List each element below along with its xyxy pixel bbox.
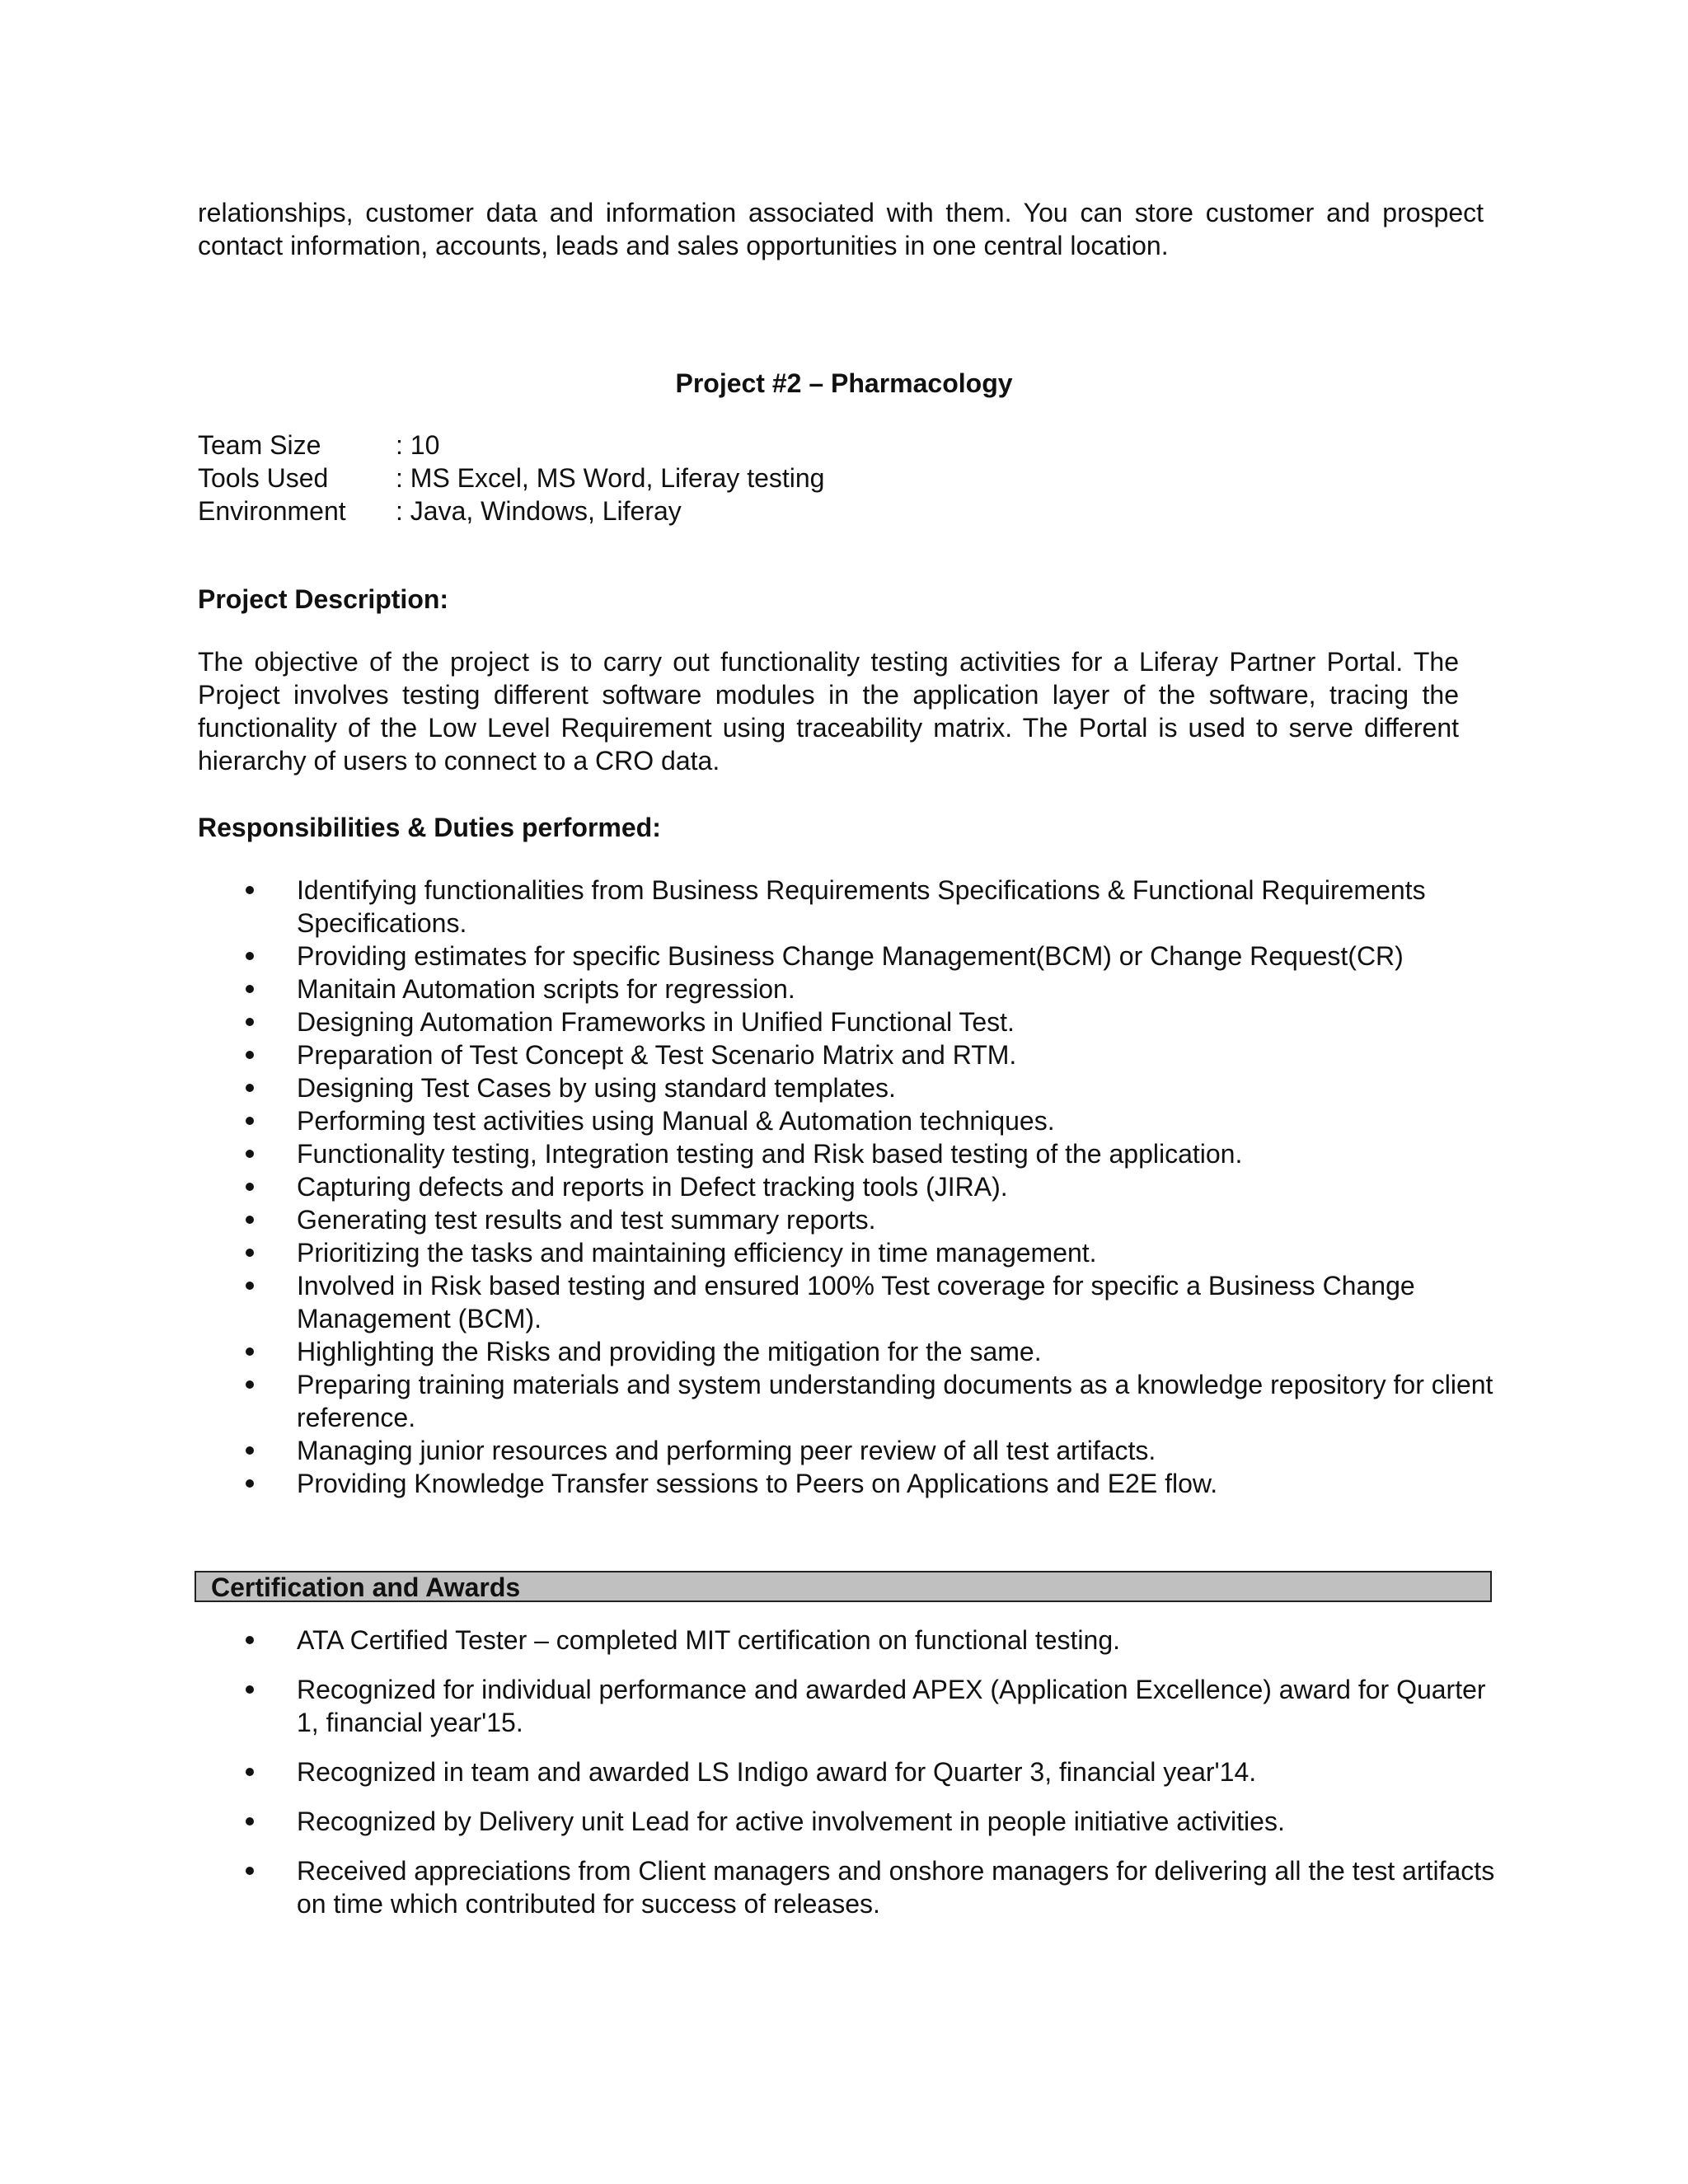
description-paragraph: The objective of the project is to carry out functionality testing activities for a Liferay Partner Portal. The Project involves testing different software modules in the application layer of the software, tracing the functionality of the Low Level Requirement using traceability matrix. The Portal is used to serve different hierarchy of users to connect to a CRO data. — [198, 647, 1459, 776]
responsibilities-list — [198, 874, 1496, 1500]
list-item — [198, 972, 1496, 1005]
bullet-icon — [246, 1479, 254, 1488]
list-item — [198, 940, 1496, 972]
list-item — [198, 874, 1496, 940]
list-item — [198, 1673, 1496, 1739]
list-item-text: Providing estimates for specific Business Change Management(BCM) or Change Request(CR) — [297, 941, 1404, 971]
certification-heading-bar — [195, 1571, 1492, 1602]
intro-paragraph: relationships, customer data and information associated with them. You can store customer and prospect contact information, accounts, leads and sales opportunities in one central location. — [198, 198, 1484, 260]
list-item — [198, 1038, 1496, 1071]
bullet-icon — [246, 1867, 254, 1875]
project-title: Project #2 – Pharmacology — [675, 368, 1013, 398]
list-item-text: Generating test results and test summary reports. — [297, 1205, 876, 1235]
bullet-icon — [246, 1347, 254, 1356]
bullet-icon — [246, 1216, 254, 1224]
list-item — [198, 1755, 1496, 1788]
list-item-text: Recognized by Delivery unit Lead for active involvement in people initiative activities. — [297, 1807, 1285, 1836]
list-item-text: Designing Automation Frameworks in Unified Functional Test. — [297, 1007, 1015, 1037]
responsibilities-heading: Responsibilities & Duties performed: — [198, 813, 661, 842]
list-item-text: Capturing defects and reports in Defect tracking tools (JIRA). — [297, 1172, 1008, 1202]
bullet-icon — [246, 1380, 254, 1389]
list-item — [198, 1236, 1496, 1269]
bullet-icon — [246, 1249, 254, 1257]
list-item — [198, 1137, 1496, 1170]
bullet-icon — [246, 985, 254, 993]
list-item — [198, 1805, 1496, 1838]
list-item-text: Managing junior resources and performing peer review of all test artifacts. — [297, 1436, 1156, 1465]
list-item — [198, 1467, 1496, 1500]
list-item — [198, 1170, 1496, 1203]
team-size-value: : 10 — [396, 430, 440, 460]
list-item-text: Manitain Automation scripts for regression. — [297, 974, 795, 1004]
list-item-text: Preparation of Test Concept & Test Scenario Matrix and RTM. — [297, 1040, 1017, 1070]
bullet-icon — [246, 1685, 254, 1694]
list-item — [198, 1854, 1496, 1920]
list-item-text: Preparing training materials and system understanding documents as a knowledge repository for client reference. — [297, 1370, 1493, 1432]
list-item-text: Designing Test Cases by using standard templates. — [297, 1073, 896, 1103]
bullet-icon — [246, 1183, 254, 1191]
list-item-text: Identifying functionalities from Business Requirements Specifications & Functional Requirements Specifications. — [297, 875, 1426, 938]
team-size-label: Team Size — [198, 430, 321, 460]
bullet-icon — [246, 1084, 254, 1092]
list-item — [198, 1005, 1496, 1038]
list-item-text: Received appreciations from Client managers and onshore managers for delivering all the test artifacts on time which contributed for success of releases. — [297, 1856, 1495, 1919]
environment-label: Environment — [198, 496, 346, 526]
list-item-text: Recognized for individual performance and awarded APEX (Application Excellence) award for Quarter 1, financial year'15. — [297, 1675, 1486, 1737]
team-size-row — [198, 429, 824, 462]
environment-value: : Java, Windows, Liferay — [396, 496, 682, 526]
list-item — [198, 1071, 1496, 1104]
bullet-icon — [246, 1817, 254, 1825]
list-item — [198, 1203, 1496, 1236]
bullet-icon — [246, 886, 254, 894]
tools-row — [198, 462, 824, 494]
bullet-icon — [246, 1636, 254, 1644]
bullet-icon — [246, 1018, 254, 1026]
bullet-icon — [246, 1150, 254, 1158]
list-item — [198, 1269, 1496, 1335]
tools-label: Tools Used — [198, 463, 329, 493]
list-item-text: Performing test activities using Manual & Automation techniques. — [297, 1106, 1055, 1136]
list-item-text: Highlighting the Risks and providing the mitigation for the same. — [297, 1337, 1042, 1366]
bullet-icon — [246, 952, 254, 960]
description-heading: Project Description: — [198, 584, 449, 614]
list-item — [198, 1335, 1496, 1368]
list-item — [198, 1434, 1496, 1467]
bullet-icon — [246, 1446, 254, 1455]
bullet-icon — [246, 1117, 254, 1125]
list-item — [198, 1104, 1496, 1137]
list-item-text: ATA Certified Tester – completed MIT certification on functional testing. — [297, 1625, 1120, 1655]
tools-value: : MS Excel, MS Word, Liferay testing — [396, 463, 825, 493]
environment-row — [198, 494, 824, 527]
certification-list — [198, 1624, 1496, 1937]
bullet-icon — [246, 1051, 254, 1059]
bullet-icon — [246, 1282, 254, 1290]
project-meta — [198, 429, 824, 527]
list-item — [198, 1624, 1496, 1657]
list-item-text: Involved in Risk based testing and ensured 100% Test coverage for specific a Business Change Management (BCM). — [297, 1271, 1415, 1333]
list-item — [198, 1368, 1496, 1434]
list-item-text: Prioritizing the tasks and maintaining efficiency in time management. — [297, 1238, 1097, 1268]
bullet-icon — [246, 1768, 254, 1776]
list-item-text: Functionality testing, Integration testing and Risk based testing of the application. — [297, 1139, 1243, 1169]
list-item-text: Providing Knowledge Transfer sessions to Peers on Applications and E2E flow. — [297, 1469, 1218, 1498]
certification-heading: Certification and Awards — [211, 1572, 521, 1602]
list-item-text: Recognized in team and awarded LS Indigo award for Quarter 3, financial year'14. — [297, 1757, 1257, 1787]
